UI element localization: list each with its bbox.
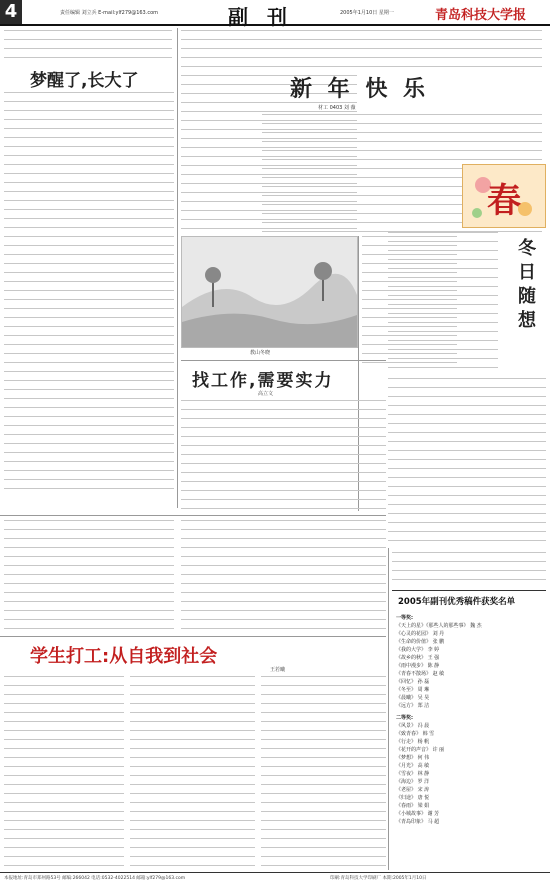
list-item: 《归途》 唐 悦 — [396, 795, 430, 801]
date-line: 2005年1月10日 星期一 — [340, 10, 394, 16]
list-item: 《晨曦》 吴 昊 — [396, 695, 430, 701]
footer-rule — [0, 872, 550, 873]
new-year-byline: 材工 0403 刘 薇 — [318, 105, 356, 111]
editor-line: 责任编辑 刘立兵 E-mail:ylf279@163.com — [60, 10, 159, 16]
section-title: 副 刊 — [228, 5, 293, 29]
image-caption: 教山冬晓 — [250, 350, 271, 356]
awards-header — [392, 590, 546, 613]
first-prize-list — [396, 614, 546, 826]
list-item: 《月光》 高 敏 — [396, 763, 430, 769]
list-item: 《致青春》 韩 雪 — [396, 731, 435, 737]
page-number: 4 — [0, 0, 22, 24]
awards-title: 2005年副刊优秀稿件获奖名单 — [398, 597, 516, 607]
winter-headline: 冬日随想 — [515, 238, 536, 334]
work-body — [181, 520, 386, 630]
article-headline: 梦醒了,长大了 — [30, 71, 139, 91]
list-item: 《青春不散场》 赵 敏 — [396, 671, 445, 677]
list-item: 《行走》 杨 帆 — [396, 739, 430, 745]
winter-body — [388, 378, 546, 548]
article-body — [4, 92, 174, 496]
list-item: 《老屋》 宋 涛 — [396, 787, 430, 793]
list-item: 《心灵的花园》 刘 丹 — [396, 631, 445, 637]
new-year-headline: 新 年 快 乐 — [290, 77, 429, 102]
landscape-image — [181, 236, 358, 348]
student-job-byline: 王若曦 — [270, 667, 286, 673]
paper-name: 青岛科技大学报 — [435, 8, 527, 23]
intro-text — [4, 30, 172, 60]
list-item: 《冬至》 周 琳 — [396, 687, 430, 693]
winter-body — [388, 232, 498, 377]
spring-badge — [462, 164, 546, 228]
section-rule — [0, 515, 386, 516]
second-prize-label: 二等奖: — [396, 715, 413, 721]
footer-right: 印刷:青岛科技大学印刷厂 本期:2005年1月10日 — [330, 876, 427, 881]
list-item: 《雨中漫步》 陈 静 — [396, 663, 440, 669]
section-rule — [0, 636, 386, 637]
list-item: 《花开的声音》 许 丽 — [396, 747, 445, 753]
list-item: 《故乡的秋》 王 强 — [396, 655, 440, 661]
list-item: 《春雨》 梁 娟 — [396, 803, 430, 809]
winter-body — [392, 552, 546, 586]
list-item: 《生命的价值》 张 鹏 — [396, 639, 445, 645]
work-byline: 高立文 — [258, 391, 274, 397]
list-item: 《雪夜》 林 静 — [396, 771, 430, 777]
list-item: 《青岛印象》 马 超 — [396, 819, 440, 825]
spring-character: 春 — [487, 181, 521, 221]
column-rule — [388, 548, 389, 870]
landscape-sketch — [182, 237, 357, 347]
list-item: 《梦想》 何 伟 — [396, 755, 430, 761]
article-body — [4, 520, 174, 630]
list-item: 《远方》 郑 洁 — [396, 703, 430, 709]
work-body — [181, 400, 386, 510]
first-prize-label: 一等奖: — [396, 615, 413, 621]
header-rule — [0, 24, 550, 26]
list-item: 《小城故事》 谢 芳 — [396, 811, 440, 817]
new-year-intro — [262, 30, 542, 72]
student-job-body — [4, 676, 124, 866]
list-item: 《海边》 罗 洋 — [396, 779, 430, 785]
list-item: 《风景》 冯 晨 — [396, 723, 430, 729]
footer-left: 本报地址:青岛市郑州路53号 邮编:266042 电话:0532-4022514 邮箱:ylf279@163.com — [4, 876, 186, 881]
column-rule — [177, 28, 178, 508]
section-rule — [181, 360, 386, 361]
list-item: 《天上的星》《那些人的那些事》 魏 杰 — [396, 623, 482, 629]
list-item: 《我的大学》 李 婷 — [396, 647, 440, 653]
student-job-body — [261, 676, 386, 866]
student-job-headline: 学生打工:从自我到社会 — [30, 646, 218, 667]
work-headline: 找工作,需要实力 — [192, 371, 334, 391]
list-item: 《回忆》 孙 磊 — [396, 679, 430, 685]
student-job-body — [130, 676, 255, 866]
